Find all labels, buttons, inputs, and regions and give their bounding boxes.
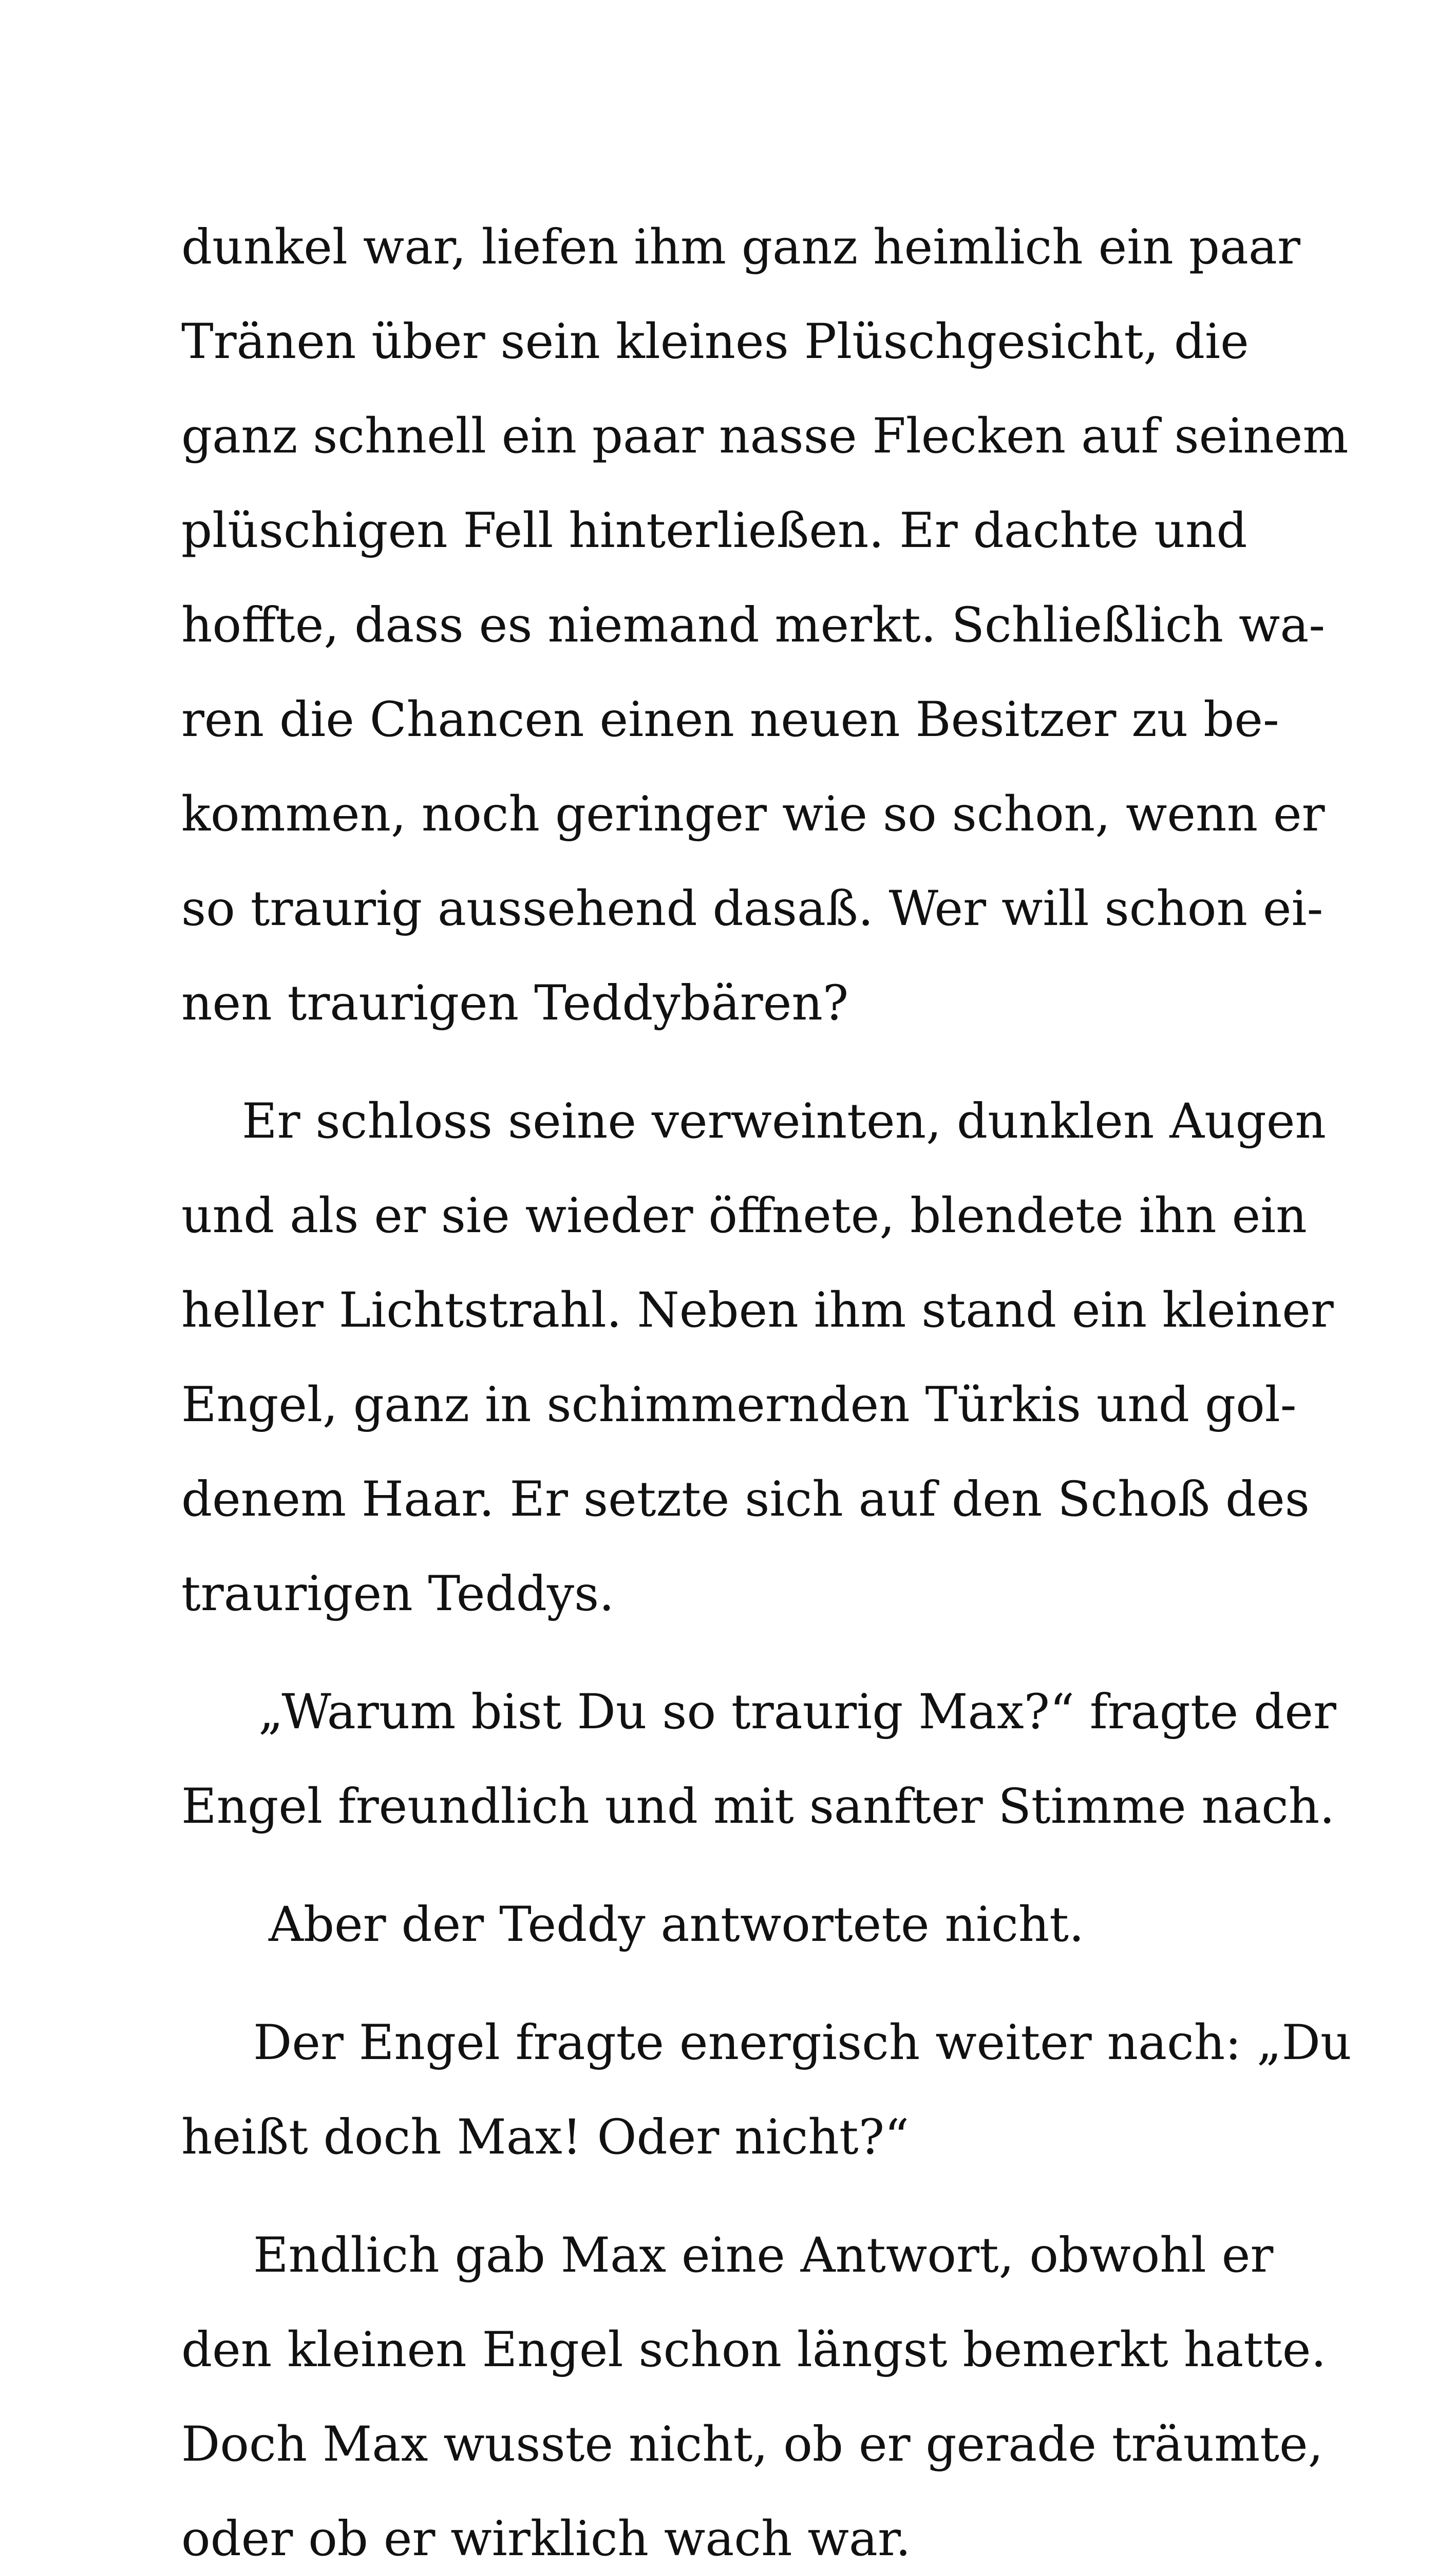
text-line: so traurig aussehend dasaß. Wer will schon ei- [181, 881, 1323, 937]
text-line: heller Lichtstrahl. Neben ihm stand ein kleiner [181, 1282, 1334, 1338]
text-line: „Warum bist Du so traurig Max?“ fragte der [258, 1684, 1336, 1740]
text-line: ganz schnell ein paar nasse Flecken auf seinem [181, 408, 1349, 464]
text-line: dunkel war, liefen ihm ganz heimlich ein paar [181, 219, 1300, 275]
text-line: oder ob er wirklich wach war. [181, 2511, 911, 2567]
text-line: Er schloss seine verweinten, dunklen Augen [242, 1093, 1327, 1149]
text-line: Engel, ganz in schimmernden Türkis und gol- [181, 1377, 1297, 1433]
paragraph-1 [181, 200, 1349, 1051]
text-line: kommen, noch geringer wie so schon, wenn er [181, 786, 1325, 842]
text-line: hoffte, dass es niemand merkt. Schließlich wa- [181, 597, 1326, 653]
paragraph-2 [181, 1074, 1334, 1641]
paragraph-3 [181, 1665, 1336, 1854]
paragraph-4 [181, 1878, 1240, 1972]
body-text [181, 200, 1352, 2568]
text-line: denem Haar. Er setzte sich auf den Schoß des [181, 1471, 1310, 1527]
text-line: heißt doch Max! Oder nicht?“ [181, 2109, 910, 2165]
paragraph-5 [181, 1996, 1352, 2185]
text-line: ren die Chancen einen neuen Besitzer zu be- [181, 692, 1279, 748]
text-line: plüschigen Fell hinterließen. Er dachte und [181, 503, 1247, 559]
text-line: und als er sie wieder öffnete, blendete ihn ein [181, 1188, 1307, 1244]
text-line: Der Engel fragte energisch weiter nach: „Du [253, 2015, 1352, 2071]
text-line: Endlich gab Max eine Antwort, obwohl er [253, 2227, 1274, 2283]
text-line: Aber der Teddy antwortete nicht. [269, 1897, 1084, 1953]
text-line: traurigen Teddys. [181, 1566, 615, 1622]
text-line: nen traurigen Teddybären? [181, 975, 849, 1031]
text-line: den kleinen Engel schon längst bemerkt hatte. [181, 2322, 1327, 2378]
text-line: Engel freundlich und mit sanfter Stimme nach. [181, 1779, 1335, 1835]
text-line: Tränen über sein kleines Plüschgesicht, die [181, 314, 1249, 370]
paragraph-6 [181, 2208, 1327, 2568]
text-line: Doch Max wusste nicht, ob er gerade träumte, [181, 2416, 1323, 2472]
